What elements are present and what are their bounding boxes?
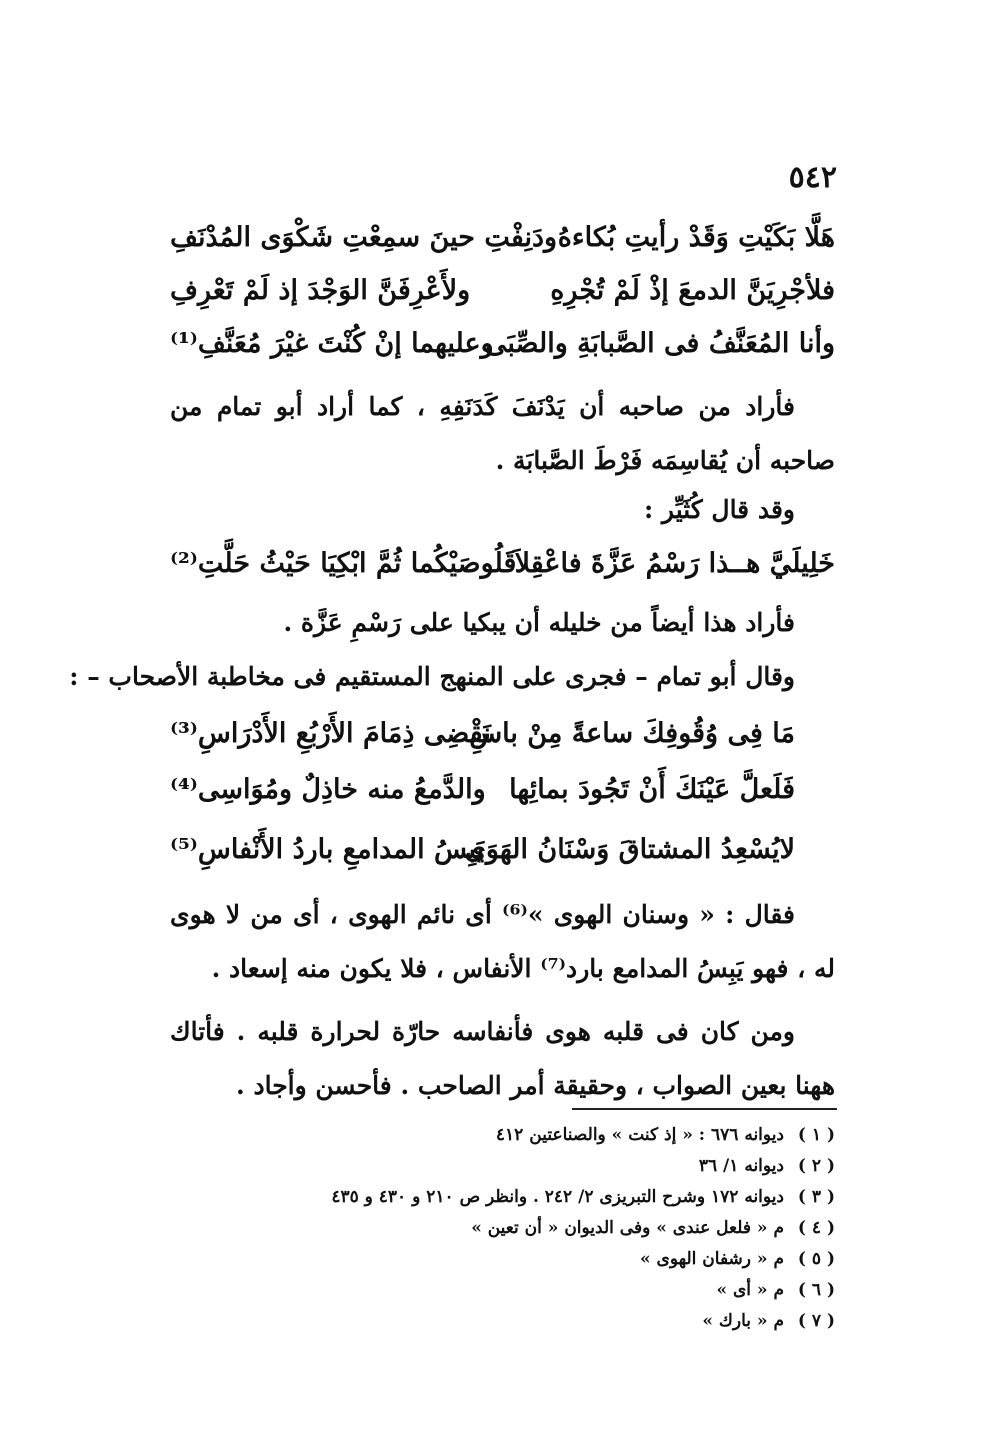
footnote-text: م « فلعل عندى » وفى الديوان « أن تعين » (471, 1218, 784, 1238)
verse-first-hemistich: خَلِيلَيَّ هــذا رَسْمُ عَزَّةَ فاعْقِلاَ (514, 548, 835, 579)
footnote (170, 1120, 835, 1151)
verse-first-hemistich: هَلَّا بَكَيْتِ وَقَدْ رأيتِ بُكاءهُ (557, 222, 835, 253)
footnote-text: م « أى » (716, 1280, 784, 1300)
verse-first-hemistich: لايُسْعِدُ المشتاقَ وَسْنَانُ الهَوَى (464, 834, 795, 865)
footnote-text: م « رشفان الهوى » (640, 1249, 784, 1269)
prose-paragraph: فأراد من صاحبه أن يَدْنَفَ كَدَنَفِهِ ، كما أراد أبو تمام من صاحبه أن يُقاسِمَه فَرْطَ الصَّبابَة . (170, 392, 835, 475)
page-number: ٥٤٢ (788, 160, 837, 195)
verse-first-hemistich: مَا فِى وُقُوفِكَ ساعةً مِنْ باسِ (469, 718, 795, 749)
verse-second-hemistich: ولأَعْرِفَنَّ الوَجْدَ إذ لَمْ تَعْرِفِ (170, 275, 471, 306)
footnote (170, 1213, 835, 1244)
footnote (170, 1275, 835, 1306)
verse-second-hemistich: قَلُوصَيْكُما ثُمَّ ابْكِيَا حَيْثُ حَلَّتِ⁽²⁾ (170, 548, 517, 579)
footnote (170, 1182, 835, 1213)
footnotes (170, 1120, 835, 1337)
footnote (170, 1306, 835, 1337)
verse-line (170, 718, 795, 762)
verse-line (170, 774, 795, 818)
verse-line (170, 834, 795, 878)
footnote-number: ( ٢ ) (797, 1156, 835, 1176)
verse-first-hemistich: فلأجْرِيَنَّ الدمعَ إذْ لَمْ تُجْرِهِ (550, 275, 835, 306)
verse-first-hemistich: فَلَعلَّ عَيْنَكَ أَنْ تَجُودَ بمائِها (509, 774, 795, 805)
footnote-number: ( ٣ ) (797, 1187, 835, 1207)
verse-line (170, 548, 835, 592)
verse-first-hemistich: وأنا المُعَنَّفُ فى الصَّبابَةِ والصِّبَى (484, 328, 835, 359)
footnote-separator (572, 1108, 837, 1110)
footnote (170, 1244, 835, 1275)
footnote-number: ( ٦ ) (797, 1280, 835, 1300)
footnote-text: ديوانه ٦٧٦ : « إذ كنت » والصناعتين ٤١٢ (495, 1125, 784, 1145)
verse-second-hemistich: وعليهما إنْ كُنْتَ غيْرَ مُعَنَّفِ⁽¹⁾ (170, 328, 494, 359)
prose-paragraph: فقال : « وسنان الهوى »⁽⁶⁾ أى نائم الهوى ، أى من لا هوى له ، فهو يَبِسُ المدامع بارد⁽⁷⁾ الأنفاس ، فلا يكون منه إسعاد . (170, 900, 835, 983)
footnote-text: ديوانه ١٧٢ وشرح التبريزى ٢/ ٢٤٢ . وانظر ص ٢١٠ و ٤٣٠ و ٤٣٥ (331, 1187, 784, 1207)
verse-line (170, 328, 835, 372)
footnote-text: م « بارك » (702, 1311, 784, 1331)
footnote-text: ديوانه ١/ ٣٦ (698, 1156, 784, 1176)
prose-paragraph: ومن كان فى قلبه هوى فأنفاسه حارّة لحرارة قلبه . فأتاك ههنا بعين الصواب ، وحقيقة أمر الصاحب . فأحسن وأجاد . (170, 1017, 835, 1100)
verse-second-hemistich: ودَنِفْتِ حينَ سمِعْتِ شَكْوَى المُدْنَفِ (170, 222, 558, 253)
footnote (170, 1151, 835, 1182)
footnote-number: ( ٧ ) (797, 1311, 835, 1331)
verse-second-hemistich: والدَّمعُ منه خاذِلٌ ومُوَاسِى⁽⁴⁾ (170, 774, 486, 805)
footnote-number: ( ٤ ) (797, 1218, 835, 1238)
footnote-number: ( ١ ) (797, 1125, 835, 1145)
footnote-number: ( ٥ ) (797, 1249, 835, 1269)
verse-line (170, 275, 835, 319)
prose-line: فأراد هذا أيضاً من خليله أن يبكيا على رَسْمِ عَزَّة . (283, 608, 795, 637)
prose-line: وقال أبو تمام – فجرى على المنهج المستقيم فى مخاطبة الأصحاب – : (69, 662, 795, 691)
verse-second-hemistich: يَبِسُ المدامعِ باردُ الأَنْفاسِ⁽⁵⁾ (170, 834, 485, 865)
prose-line: وقد قال كُثَيِّر : (643, 495, 795, 524)
verse-second-hemistich: نَقْضِى ذِمَامَ الأَرْبُعِ الأَدْرَاسِ⁽³⁾ (170, 718, 491, 749)
verse-line (170, 222, 835, 266)
